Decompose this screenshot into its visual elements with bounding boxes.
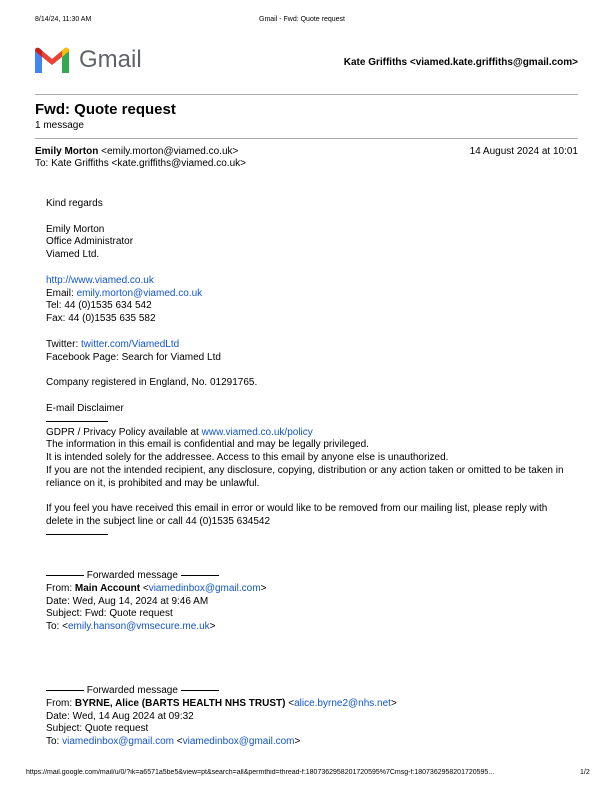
- from-name: BYRNE, Alice (BARTS HEALTH NHS TRUST): [74, 697, 286, 709]
- email-label: Email:: [46, 287, 77, 299]
- message-body: [46, 198, 576, 540]
- recipient: To: Kate Griffiths <kate.griffiths@viamed.co.uk>: [35, 158, 246, 169]
- twitter-label: Twitter:: [46, 338, 82, 350]
- forwarded-block: Forwarded message From: Main Account <viamedinbox@gmail.com> Date: Wed, Aug 14, 2024 at 9:46 AM Subject: Fwd: Quote request To: <emily.hanson@vmsecure.me.uk>: [46, 570, 267, 633]
- to-name-link[interactable]: viamedinbox@gmail.com: [62, 736, 174, 748]
- forwarded-subject: Subject: Quote request: [46, 723, 149, 735]
- divider: [35, 94, 578, 95]
- divider: [35, 138, 578, 139]
- to-label: To:: [46, 621, 63, 633]
- from-label: From:: [46, 697, 75, 709]
- gmail-wordmark: Gmail: [79, 46, 142, 73]
- forwarded-heading: Forwarded message: [86, 570, 178, 581]
- sender-name: Emily Morton: [35, 146, 99, 157]
- account-identity: Kate Griffiths <viamed.kate.griffiths@gmail.com>: [343, 57, 578, 68]
- from-name: Main Account: [74, 582, 141, 594]
- gmail-logo: [35, 46, 142, 74]
- page-number: 1/2: [580, 769, 590, 776]
- closing: Kind regards: [46, 198, 103, 209]
- fax: Fax: 44 (0)1535 635 582: [46, 313, 156, 325]
- disclaimer-line: If you feel you have received this email in error or would like to be removed from our mailing list, please reply with delete in the subject line or call 44 (0)1535 634542: [46, 503, 548, 528]
- tel: Tel: 44 (0)1535 634 542: [46, 300, 152, 312]
- facebook: Facebook Page: Search for Viamed Ltd: [46, 351, 221, 363]
- gdpr-label: GDPR / Privacy Policy available at: [46, 426, 202, 438]
- forwarded-subject: Subject: Fwd: Quote request: [46, 608, 173, 620]
- twitter-link[interactable]: twitter.com/ViamedLtd: [81, 338, 180, 350]
- footer-url: https://mail.google.com/mail/u/0/?ik=a6571a5be5&view=pt&search=all&permthid=thread-f:1807362958201720595%7Cmsg-f:1807362958201720595...: [26, 769, 495, 776]
- message-count: 1 message: [35, 120, 84, 131]
- sender: [35, 146, 238, 157]
- sender-email: <emily.morton@viamed.co.uk>: [101, 146, 239, 157]
- from-label: From:: [46, 582, 75, 594]
- message-date: 14 August 2024 at 10:01: [469, 146, 578, 157]
- forwarded-heading: Forwarded message: [86, 685, 178, 696]
- signature-name: Emily Morton: [46, 223, 105, 235]
- policy-link[interactable]: www.viamed.co.uk/policy: [201, 426, 313, 438]
- from-email-link[interactable]: alice.byrne2@nhs.net: [294, 697, 391, 709]
- disclaimer-line: The information in this email is confidential and may be legally privileged.: [46, 439, 369, 451]
- thread-title: Fwd: Quote request: [35, 101, 176, 118]
- disclaimer-line: It is intended solely for the addressee. Access to this email by anyone else is unauthorized.: [46, 452, 449, 464]
- print-datetime: 8/14/24, 11:30 AM: [35, 16, 92, 23]
- print-page-title: Gmail - Fwd: Quote request: [259, 16, 345, 23]
- to-email-link[interactable]: emily.hanson@vmsecure.me.uk: [67, 621, 210, 633]
- rule: [46, 421, 108, 422]
- signature-role: Office Administrator: [46, 236, 134, 248]
- from-email-link[interactable]: viamedinbox@gmail.com: [148, 582, 261, 594]
- rule: [46, 534, 108, 535]
- forwarded-date: Date: Wed, Aug 14, 2024 at 9:46 AM: [46, 595, 209, 607]
- disclaimer-title: E-mail Disclaimer: [46, 402, 124, 414]
- gmail-m-icon: [35, 47, 69, 73]
- signature-company: Viamed Ltd.: [46, 249, 100, 261]
- disclaimer-line: If you are not the intended recipient, any disclosure, copying, distribution or any action taken or omitted to be taken in reliance on it, is prohibited and may be unlawful.: [46, 464, 564, 489]
- registration: Company registered in England, No. 01291765.: [46, 377, 258, 389]
- forwarded-date: Date: Wed, 14 Aug 2024 at 09:32: [46, 710, 194, 722]
- to-label: To:: [46, 736, 63, 748]
- to-email-link[interactable]: viamedinbox@gmail.com: [182, 736, 295, 748]
- website-link[interactable]: http://www.viamed.co.uk: [46, 274, 154, 286]
- email-link[interactable]: emily.morton@viamed.co.uk: [76, 287, 203, 299]
- forwarded-block: Forwarded message From: BYRNE, Alice (BARTS HEALTH NHS TRUST) <alice.byrne2@nhs.net> Date: Wed, 14 Aug 2024 at 09:32 Subject: Quote request To: viamedinbox@gmail.com <viamedinbox@gmail.com>: [46, 685, 397, 748]
